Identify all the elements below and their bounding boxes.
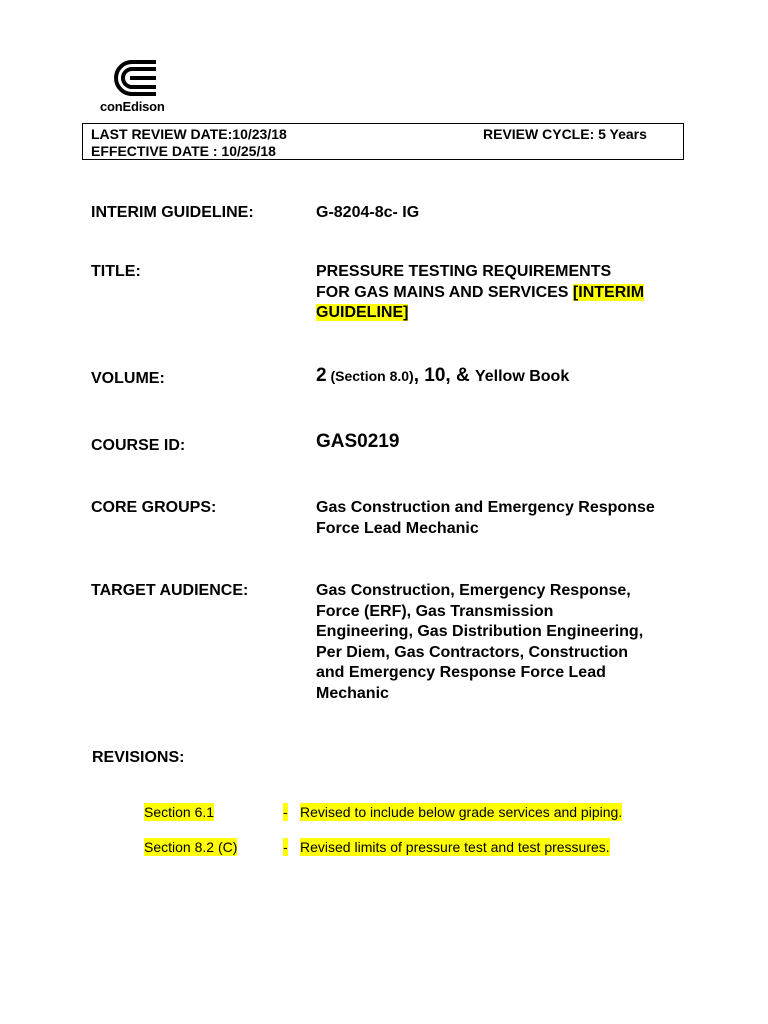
target-audience-line: Mechanic [316,684,389,702]
revision-section: Section 6.1 [144,804,215,820]
course-id-label: COURSE ID: [91,437,186,454]
title-value [316,262,644,324]
title-guideline-highlight: GUIDELINE] [316,304,409,321]
title-line-3 [316,303,644,324]
core-groups-line-1: Gas Construction and Emergency Response [316,499,655,516]
course-id-value: GAS0219 [316,431,400,452]
core-groups-line-2: Force Lead Mechanic [316,519,479,537]
target-audience-line: Force (ERF), Gas Transmission [316,602,554,620]
revision-section: Section 8.2 (C) [144,839,238,855]
title-label: TITLE: [91,263,141,280]
core-groups-label: CORE GROUPS: [91,499,217,516]
target-audience-line: and Emergency Response Force Lead [316,664,606,681]
volume-section: (Section 8.0) [326,368,414,384]
volume-book: Yellow Book [474,368,570,385]
title-line-2-text: FOR GAS MAINS AND SERVICES [316,283,573,301]
review-header-box [82,123,684,160]
conedison-logo-icon [110,60,158,96]
review-cycle: REVIEW CYCLE: 5 Years [483,126,647,142]
target-audience-line: Engineering, Gas Distribution Engineering, [316,623,644,640]
logo-text: conEdison [100,99,165,114]
target-audience-line: Per Diem, Gas Contractors, Construction [316,643,629,661]
title-line-2 [316,283,644,304]
revision-dash: - [283,839,288,855]
revision-text: Revised to include below grade services and piping. [300,804,623,820]
effective-date: EFFECTIVE DATE : 10/25/18 [91,143,276,159]
title-interim-highlight: [INTERIM [572,283,645,301]
revision-dash: - [283,804,288,820]
last-review-date: LAST REVIEW DATE:10/23/18 [91,126,287,142]
conedison-logo [100,60,190,120]
interim-guideline-label: INTERIM GUIDELINE: [91,204,254,221]
interim-guideline-value: G-8204-8c- IG [316,204,420,221]
volume-value [316,366,569,388]
volume-number: 2 [316,365,327,386]
revision-text: Revised limits of pressure test and test pressures. [300,839,610,855]
volume-rest: , 10, & [413,365,475,386]
target-audience-line: Gas Construction, Emergency Response, [316,582,631,599]
volume-label: VOLUME: [91,370,165,387]
core-groups-value [316,498,655,539]
revisions-label: REVISIONS: [92,749,185,766]
title-line-1: PRESSURE TESTING REQUIREMENTS [316,263,612,280]
target-audience-value [316,581,643,704]
target-audience-label: TARGET AUDIENCE: [91,582,249,599]
